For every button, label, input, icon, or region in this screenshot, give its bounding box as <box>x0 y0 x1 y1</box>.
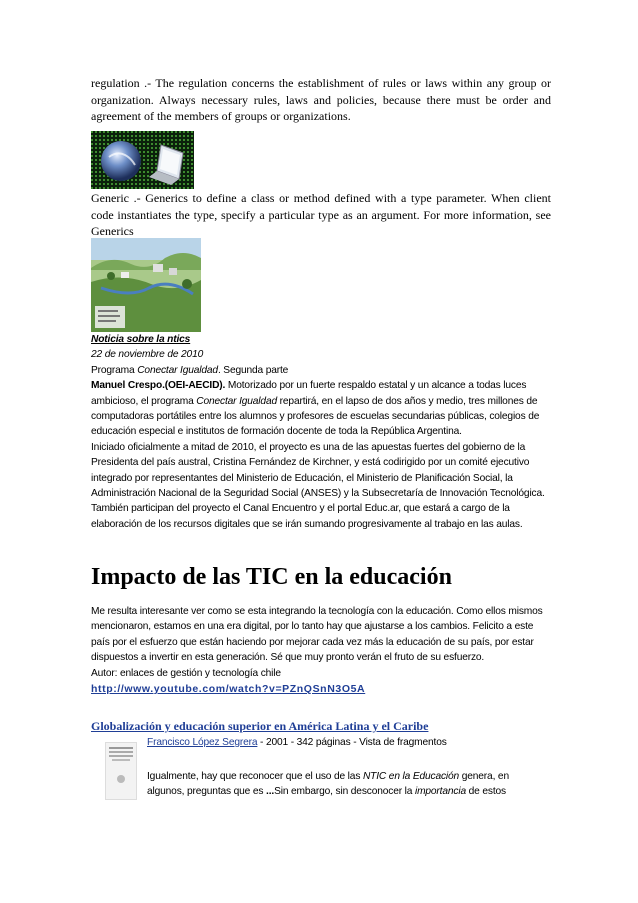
noticia-program-line <box>91 363 551 378</box>
noticia-paragraph-1 <box>91 378 551 440</box>
snippet-c: Sin embargo, sin desconocer la <box>274 786 415 798</box>
generic-paragraph: Generic .- Generics to define a class or method defined with a type parameter. When client code instantiates the type, specify a particular type as an argument. For more information, see Generics <box>91 191 551 238</box>
landscape-diagram-image <box>91 238 201 332</box>
noticia-p1-b: repartirá, en el lapso de dos años y medio, tres millones de computadoras portátiles entre los alumnos y profesores de escuelas secundarias públicas, colegios de educación especial e institutos de formación docente de toda la República Argentina. <box>91 395 540 438</box>
impacto-section <box>91 604 551 697</box>
noticia-title: Noticia sobre la ntics <box>91 334 191 345</box>
noticia-date: 22 de noviembre de 2010 <box>91 349 204 361</box>
book-snippet <box>147 769 542 800</box>
snippet-dots: ... <box>266 786 275 798</box>
program-prefix: Programa <box>91 364 138 376</box>
program-name: Conectar Igualdad <box>137 364 218 376</box>
program-suffix: . Segunda parte <box>217 364 289 376</box>
globalizacion-title-link[interactable]: Globalización y educación superior en América Latina y el Caribe <box>91 719 429 733</box>
snippet-em2: importancia <box>414 786 466 798</box>
noticia-author: Manuel Crespo.(OEI-AECID). <box>91 380 226 392</box>
snippet-d: de estos <box>465 786 506 798</box>
book-meta: - 2001 - 342 páginas - Vista de fragmentos <box>257 737 447 748</box>
globe-laptop-image <box>91 131 194 189</box>
noticia-p1-a: Motorizado por un fuerte respaldo estatal y un alcance a todas luces ambicioso, el programa <box>91 380 527 407</box>
author-link[interactable]: Francisco López Segrera <box>147 737 258 748</box>
impacto-body: Me resulta interesante ver como se esta integrando la tecnología con la educación. Como ellos mismos mencionaron, estamos en una era digital, por lo tanto hay que ajustarse a los cambios. Felicito a este país por el esfuerzo que están haciendo por mejorar cada vez más la educación de su país, por estar dispuestos a invertir en esta generación. Sé que muy pronto verán el fruto de su esfuerzo. <box>91 606 543 664</box>
snippet-b: genera, en algunos, preguntas que es <box>147 771 509 798</box>
noticia-paragraph-2: Iniciado oficialmente a mitad de 2010, el proyecto es una de las apuestas fuertes del gobierno de la Presidenta del país austral, Cristina Fernández de Kirchner, y está codirigido por un comité ejecutivo integrado por representantes del Ministerio de Educación, el Ministerio de Planificación Social, la Administración Nacional de la Seguridad Social (ANSES) y la Subsecretaría de Innovación Tecnológica. También participan del proyecto el Canal Encuentro y el portal Educ.ar, que estará a cargo de la elaboración de los recursos digitales que se irán sumando progresivamente al trabajo en las aulas. <box>91 441 545 530</box>
youtube-link[interactable]: http://www.youtube.com/watch?v=PZnQSnN3O5A <box>91 683 366 696</box>
regulation-paragraph: regulation .- The regulation concerns the establishment of rules or laws within any group or organization. Always necessary rules, laws and policies, because there must be order and agreement of the members of groups or organizations. <box>91 76 551 123</box>
book-cover-thumbnail[interactable] <box>105 742 137 800</box>
book-meta-line <box>147 735 567 750</box>
impacto-heading: Impacto de las TIC en la educación <box>91 564 452 590</box>
globalizacion-title-line <box>91 718 561 734</box>
snippet-em1: NTIC en la Educación <box>362 771 460 782</box>
noticia-section <box>91 332 551 532</box>
noticia-p1-em: Conectar Igualdad <box>196 395 277 407</box>
impacto-autor: Autor: enlaces de gestión y tecnología chile <box>91 667 281 679</box>
snippet-a: Igualmente, hay que reconocer que el uso de las <box>147 771 363 782</box>
